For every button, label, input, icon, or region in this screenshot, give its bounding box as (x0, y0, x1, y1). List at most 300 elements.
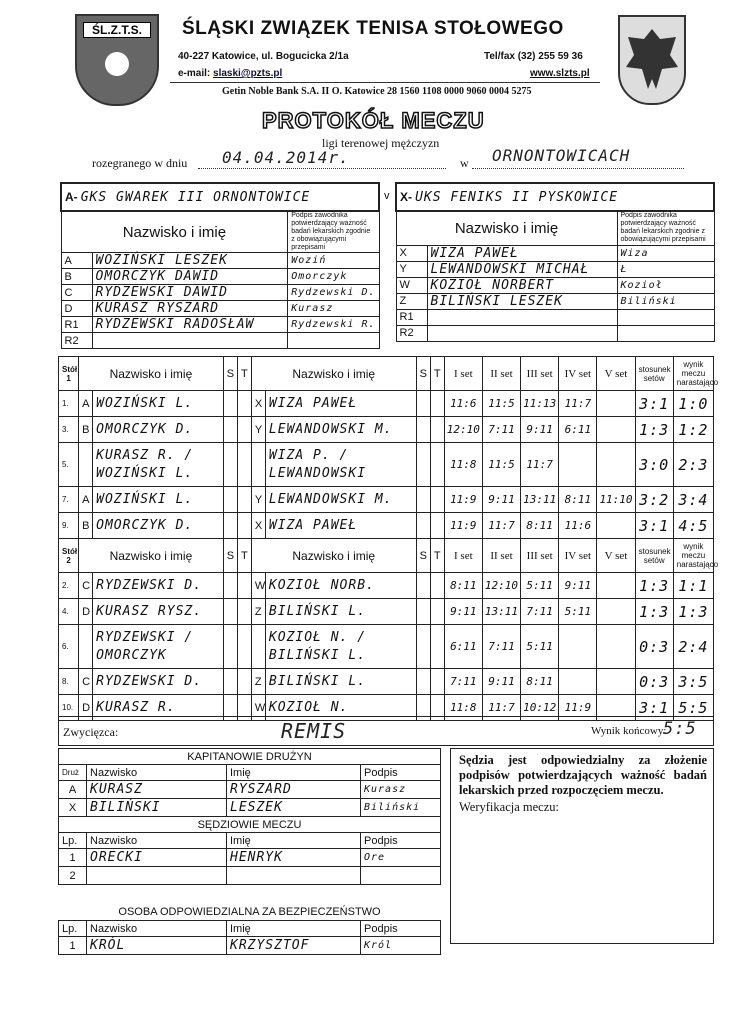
player-a-name: OMORCZYK D. (93, 417, 224, 443)
team-a-name-header: Nazwisko i imię (61, 211, 288, 253)
referees-name (227, 867, 361, 885)
x-player-row (396, 261, 714, 277)
safety-col-sig: Podpis (361, 921, 441, 937)
score-s-x (416, 513, 430, 539)
score-t-a (237, 573, 251, 599)
set-ratio: 3:1 (635, 695, 673, 721)
set-score: 11:6 (559, 513, 597, 539)
t-header-a-2: T (237, 539, 251, 573)
x-player-code: X (396, 245, 427, 261)
date-value: 04.04.2014r. (222, 148, 350, 167)
score-t-a (237, 443, 251, 487)
game-number: 2. (59, 573, 79, 599)
score-s-x (416, 625, 430, 669)
game-number: 1. (59, 391, 79, 417)
player-x-name: BILIŃSKI L. (265, 599, 416, 625)
a-player-row (61, 253, 379, 269)
score-t-a (237, 391, 251, 417)
a-player-row (61, 269, 379, 285)
referees-signature: Ore (361, 849, 441, 867)
referees-lp: 2 (59, 867, 87, 885)
player-a-name: RYDZEWSKI D. (93, 573, 224, 599)
set1-header: I set (444, 357, 482, 391)
player-a-code: D (79, 599, 93, 625)
set-ratio: 1:3 (635, 573, 673, 599)
game-row (59, 417, 714, 443)
team-x-table (395, 182, 715, 342)
set-score: 9:11 (482, 487, 520, 513)
x-player-row (396, 277, 714, 293)
x-player-row (396, 293, 714, 309)
winner-value: REMIS (281, 719, 347, 743)
set-score: 11:7 (482, 695, 520, 721)
a-player-signature: Omorczyk (288, 269, 379, 285)
x-player-name (427, 325, 617, 341)
player-a-code: B (79, 417, 93, 443)
set-score (597, 599, 635, 625)
set-score (559, 443, 597, 487)
score-t-a (237, 599, 251, 625)
protocol-title: PROTOKÓŁ MECZU (262, 108, 485, 133)
player-x-name: LEWANDOWSKI M. (265, 417, 416, 443)
email-line (178, 68, 282, 79)
set3-header: III set (521, 357, 559, 391)
player-x-name: KOZIOŁ N. (265, 695, 416, 721)
referees-surname: ORECKI (87, 849, 227, 867)
name-a-header-2: Nazwisko i imię (79, 539, 224, 573)
game-row (59, 669, 714, 695)
player-x-code: X (251, 391, 265, 417)
slzts-logo (75, 14, 159, 106)
set5-header: V set (597, 357, 635, 391)
game-row (59, 443, 714, 487)
federation-title: ŚLĄSKI ZWIĄZEK TENISA STOŁOWEGO (182, 18, 564, 39)
score-s-a (223, 513, 237, 539)
a-player-name: OMORCZYK DAWID (92, 269, 288, 285)
a-player-code: B (61, 269, 92, 285)
place-dots (472, 168, 684, 169)
captains-name: LESZEK (227, 799, 361, 817)
referees-row (59, 867, 441, 885)
score-t-x (430, 669, 444, 695)
vs-label: v (384, 190, 390, 202)
set-ratio: 1:3 (635, 417, 673, 443)
referees-col-lp: Lp. (59, 833, 87, 849)
date-dots (198, 168, 446, 169)
score-t-x (430, 599, 444, 625)
score-t-x (430, 443, 444, 487)
set-score: 12:10 (482, 573, 520, 599)
protocol-subtitle: ligi terenowej mężczyzn (322, 136, 440, 150)
safety-col-name: Imię (227, 921, 361, 937)
player-a-name: WOZIŃSKI L. (93, 487, 224, 513)
team-a-box (60, 182, 380, 352)
team-a-table (60, 182, 380, 349)
stol-header: Stół 1 (59, 357, 79, 391)
set-score: 5:11 (559, 599, 597, 625)
set-score: 11:9 (444, 487, 482, 513)
score-t-a (237, 625, 251, 669)
safety-title: OSOBA ODPOWIEDZIALNA ZA BEZPIECZEŃSTWO (59, 905, 441, 921)
score-s-a (223, 599, 237, 625)
x-player-row (396, 245, 714, 261)
safety-surname: KRÓL (87, 937, 227, 955)
score-s-x (416, 417, 430, 443)
set-score: 5:11 (521, 625, 559, 669)
a-player-code: D (61, 301, 92, 317)
game-number: 4. (59, 599, 79, 625)
game-number: 7. (59, 487, 79, 513)
set-score: 11:5 (482, 443, 520, 487)
safety-col-lp: Lp. (59, 921, 87, 937)
a-player-code: R2 (61, 333, 92, 349)
header-rule (170, 82, 600, 83)
score-s-x (416, 443, 430, 487)
set-score: 11:5 (482, 391, 520, 417)
officials-block (58, 748, 440, 955)
a-player-name (92, 333, 288, 349)
player-a-code: B (79, 513, 93, 539)
set-ratio: 3:2 (635, 487, 673, 513)
player-a-name: KURASZ RYSZ. (93, 599, 224, 625)
player-x-code: Z (251, 669, 265, 695)
captains-col-name: Imię (227, 765, 361, 781)
set-score (597, 417, 635, 443)
safety-row (59, 937, 441, 955)
a-player-row (61, 301, 379, 317)
x-player-name: LEWANDOWSKI MICHAŁ (427, 261, 617, 277)
set-score (597, 625, 635, 669)
set-score (597, 513, 635, 539)
s-header-a-2: S (223, 539, 237, 573)
a-player-signature: Rydzewski D. (288, 285, 379, 301)
captains-signature: Kurasz (361, 781, 441, 799)
a-player-name: WOZIŃSKI LESZEK (92, 253, 288, 269)
set-score: 8:11 (559, 487, 597, 513)
player-x-name: WIZA P. / LEWANDOWSKI (265, 443, 416, 487)
x-player-name: KOZIOŁ NORBERT (427, 277, 617, 293)
set-score: 11:9 (559, 695, 597, 721)
team-a-signature-header: Podpis zawodnika potwierdzający ważność badań lekarskich zgodnie z obowiązującymi przepisami (288, 211, 379, 253)
player-x-name: KOZIOŁ NORB. (265, 573, 416, 599)
player-x-name: WIZA PAWEŁ (265, 513, 416, 539)
a-player-code: C (61, 285, 92, 301)
player-a-name: RYDZEWSKI / OMORCZYK (93, 625, 224, 669)
set-score: 7:11 (521, 599, 559, 625)
referees-col-name: Imię (227, 833, 361, 849)
x-player-row (396, 325, 714, 341)
t-header-x-2: T (430, 539, 444, 573)
running-result: 1:0 (673, 391, 713, 417)
x-player-code: R2 (396, 325, 427, 341)
a-player-signature (288, 333, 379, 349)
officials-table (58, 748, 441, 955)
captains-title: KAPITANOWIE DRUŻYN (59, 749, 441, 765)
score-t-a (237, 417, 251, 443)
player-x-code: Z (251, 599, 265, 625)
score-s-a (223, 391, 237, 417)
set-score: 11:9 (444, 513, 482, 539)
set-ratio: 3:0 (635, 443, 673, 487)
player-a-name: RYDZEWSKI D. (93, 669, 224, 695)
player-x-name: BILIŃSKI L. (265, 669, 416, 695)
score-t-x (430, 513, 444, 539)
a-player-signature: Rydzewski R. (288, 317, 379, 333)
set-score: 11:10 (597, 487, 635, 513)
x-player-name: WIZA PAWEŁ (427, 245, 617, 261)
set-score: 12:10 (444, 417, 482, 443)
set-score: 13:11 (521, 487, 559, 513)
score-t-a (237, 513, 251, 539)
x-player-signature (617, 325, 714, 341)
a-player-signature: Woziń (288, 253, 379, 269)
t-header-a: T (237, 357, 251, 391)
set-score (597, 443, 635, 487)
set-score: 7:11 (444, 669, 482, 695)
ratio-header: stosunek setów (635, 357, 673, 391)
set-score: 8:11 (521, 669, 559, 695)
safety-signature: Król (361, 937, 441, 955)
games-table-2-grid (58, 538, 719, 721)
team-x-box (395, 182, 715, 352)
captains-team: A (59, 781, 87, 799)
safety-lp: 1 (59, 937, 87, 955)
set-score: 9:11 (521, 417, 559, 443)
final-score-value: 5:5 (663, 719, 697, 739)
set-score: 5:11 (521, 573, 559, 599)
set-ratio: 1:3 (635, 599, 673, 625)
set-score: 11:7 (559, 391, 597, 417)
s-header-x: S (416, 357, 430, 391)
captains-row (59, 799, 441, 817)
score-s-x (416, 599, 430, 625)
x-player-signature: Kozioł (617, 277, 714, 293)
score-s-a (223, 487, 237, 513)
notice-text: Sędzia jest odpowiedzialny za złożenie podpisów potwierdzających ważność badań lekarskich przed rozpoczęciem meczu. (459, 753, 707, 797)
set-score: 9:11 (559, 573, 597, 599)
set-score: 6:11 (559, 417, 597, 443)
game-number: 10. (59, 695, 79, 721)
player-a-code: A (79, 391, 93, 417)
game-number: 8. (59, 669, 79, 695)
game-row (59, 625, 714, 669)
x-player-code: Y (396, 261, 427, 277)
email-link[interactable]: slaski@pzts.pl (213, 68, 283, 79)
phone: Tel/fax (32) 255 59 36 (484, 51, 583, 62)
set-score: 10:12 (521, 695, 559, 721)
set4-header: IV set (559, 357, 597, 391)
set3-header-2: III set (521, 539, 559, 573)
player-x-code (251, 625, 265, 669)
set-score: 13:11 (482, 599, 520, 625)
game-number: 9. (59, 513, 79, 539)
team-x-name-header: Nazwisko i imię (396, 211, 617, 245)
player-x-code: W (251, 695, 265, 721)
set-score (597, 669, 635, 695)
set-score: 11:8 (444, 695, 482, 721)
winner-row (58, 716, 714, 746)
winner-label: Zwycięzca: (63, 725, 119, 739)
captains-surname: BILIŃSKI (87, 799, 227, 817)
x-player-signature: Wiza (617, 245, 714, 261)
captains-row (59, 781, 441, 799)
running-result: 2:3 (673, 443, 713, 487)
score-t-a (237, 487, 251, 513)
team-x-prefix: X- (400, 189, 412, 204)
stol2-header: Stół 2 (59, 539, 79, 573)
set1-header-2: I set (444, 539, 482, 573)
running-result: 3:4 (673, 487, 713, 513)
verification-label: Weryfikacja meczu: (459, 800, 559, 814)
set-score: 11:6 (444, 391, 482, 417)
player-a-code: C (79, 669, 93, 695)
x-player-signature: Biliński (617, 293, 714, 309)
a-player-row (61, 285, 379, 301)
set-score (597, 573, 635, 599)
name-x-header: Nazwisko i imię (251, 357, 416, 391)
name-a-header: Nazwisko i imię (79, 357, 224, 391)
player-a-code (79, 625, 93, 669)
name-x-header-2: Nazwisko i imię (251, 539, 416, 573)
set-ratio: 0:3 (635, 669, 673, 695)
set-score: 11:13 (521, 391, 559, 417)
running-result: 4:5 (673, 513, 713, 539)
date-label: rozegranego w dniu (92, 156, 188, 170)
running-result: 3:5 (673, 669, 713, 695)
player-x-code: X (251, 513, 265, 539)
set-score: 11:7 (482, 513, 520, 539)
a-player-code: R1 (61, 317, 92, 333)
set-score: 7:11 (482, 417, 520, 443)
website-link[interactable]: www.slzts.pl (530, 68, 590, 79)
a-player-name: RYDZEWSKI RADOSŁAW (92, 317, 288, 333)
place-label: w (460, 156, 469, 170)
score-s-x (416, 487, 430, 513)
running-result: 1:1 (673, 573, 713, 599)
result-header: wynik meczu narastająco (673, 357, 713, 391)
player-a-name: KURASZ R. (93, 695, 224, 721)
score-t-x (430, 625, 444, 669)
referees-signature (361, 867, 441, 885)
x-player-code: Z (396, 293, 427, 309)
score-s-a (223, 443, 237, 487)
captains-col-sig: Podpis (361, 765, 441, 781)
team-x-signature-header: Podpis zawodnika potwierdzający ważność badań lekarskich zgodnie z obowiązującymi przepisami (617, 211, 714, 245)
set-score (597, 391, 635, 417)
set2-header: II set (482, 357, 520, 391)
a-player-name: RYDZEWSKI DAWID (92, 285, 288, 301)
captains-signature: Biliński (361, 799, 441, 817)
team-a-name: GKS GWAREK III ORNONTOWICE (80, 189, 311, 205)
set-score (559, 669, 597, 695)
game-row (59, 599, 714, 625)
score-t-x (430, 573, 444, 599)
game-number: 3. (59, 417, 79, 443)
player-a-code: D (79, 695, 93, 721)
set-score: 11:8 (444, 443, 482, 487)
x-player-signature (617, 309, 714, 325)
a-player-row (61, 317, 379, 333)
referees-name: HENRYK (227, 849, 361, 867)
score-s-x (416, 669, 430, 695)
a-player-code: A (61, 253, 92, 269)
score-s-x (416, 573, 430, 599)
set4-header-2: IV set (559, 539, 597, 573)
game-row (59, 573, 714, 599)
captains-col-team: Druż (59, 765, 87, 781)
score-s-a (223, 417, 237, 443)
player-x-code (251, 443, 265, 487)
set2-header-2: II set (482, 539, 520, 573)
score-t-x (430, 417, 444, 443)
x-player-code: R1 (396, 309, 427, 325)
player-x-code: W (251, 573, 265, 599)
referees-surname (87, 867, 227, 885)
set-score: 11:7 (521, 443, 559, 487)
games-table-1 (58, 356, 719, 539)
game-number: 5. (59, 443, 79, 487)
address: 40-227 Katowice, ul. Bogucicka 2/1a (178, 51, 349, 62)
referees-col-surname: Nazwisko (87, 833, 227, 849)
score-t-x (430, 487, 444, 513)
score-s-x (416, 391, 430, 417)
captains-col-surname: Nazwisko (87, 765, 227, 781)
player-x-code: Y (251, 417, 265, 443)
x-player-code: W (396, 277, 427, 293)
player-x-name: LEWANDOWSKI M. (265, 487, 416, 513)
set-ratio: 0:3 (635, 625, 673, 669)
score-t-a (237, 669, 251, 695)
referees-lp: 1 (59, 849, 87, 867)
t-header-x: T (430, 357, 444, 391)
player-a-name: OMORCZYK D. (93, 513, 224, 539)
referees-row (59, 849, 441, 867)
player-a-name: KURASZ R. / WOZIŃSKI L. (93, 443, 224, 487)
player-a-code (79, 443, 93, 487)
score-s-a (223, 625, 237, 669)
score-t-x (430, 391, 444, 417)
s-header-x-2: S (416, 539, 430, 573)
set-score: 7:11 (482, 625, 520, 669)
logo-text: ŚL.Z.T.S. (83, 22, 151, 38)
set-score: 9:11 (482, 669, 520, 695)
a-player-signature: Kurasz (288, 301, 379, 317)
captains-team: X (59, 799, 87, 817)
games-table-2 (58, 538, 719, 721)
score-s-a (223, 573, 237, 599)
set-score: 9:11 (444, 599, 482, 625)
set-score: 8:11 (444, 573, 482, 599)
ping-pong-icon (105, 52, 129, 76)
set-score (559, 625, 597, 669)
set5-header-2: V set (597, 539, 635, 573)
email-label: e-mail: (178, 68, 211, 79)
score-s-a (223, 669, 237, 695)
set-score: 8:11 (521, 513, 559, 539)
safety-name: KRZYSZTOF (227, 937, 361, 955)
player-a-code: C (79, 573, 93, 599)
x-player-name: BILIŃSKI LESZEK (427, 293, 617, 309)
set-score: 6:11 (444, 625, 482, 669)
set-ratio: 3:1 (635, 513, 673, 539)
x-player-signature: Ł (617, 261, 714, 277)
captains-name: RYSZARD (227, 781, 361, 799)
result-header-2: wynik meczu narastająco (673, 539, 713, 573)
x-player-name (427, 309, 617, 325)
a-player-row (61, 333, 379, 349)
final-score-label: Wynik końcowy: (591, 725, 667, 737)
bank-info: Getin Noble Bank S.A. II O. Katowice 28 1560 1108 0000 9060 0004 5275 (222, 86, 532, 97)
